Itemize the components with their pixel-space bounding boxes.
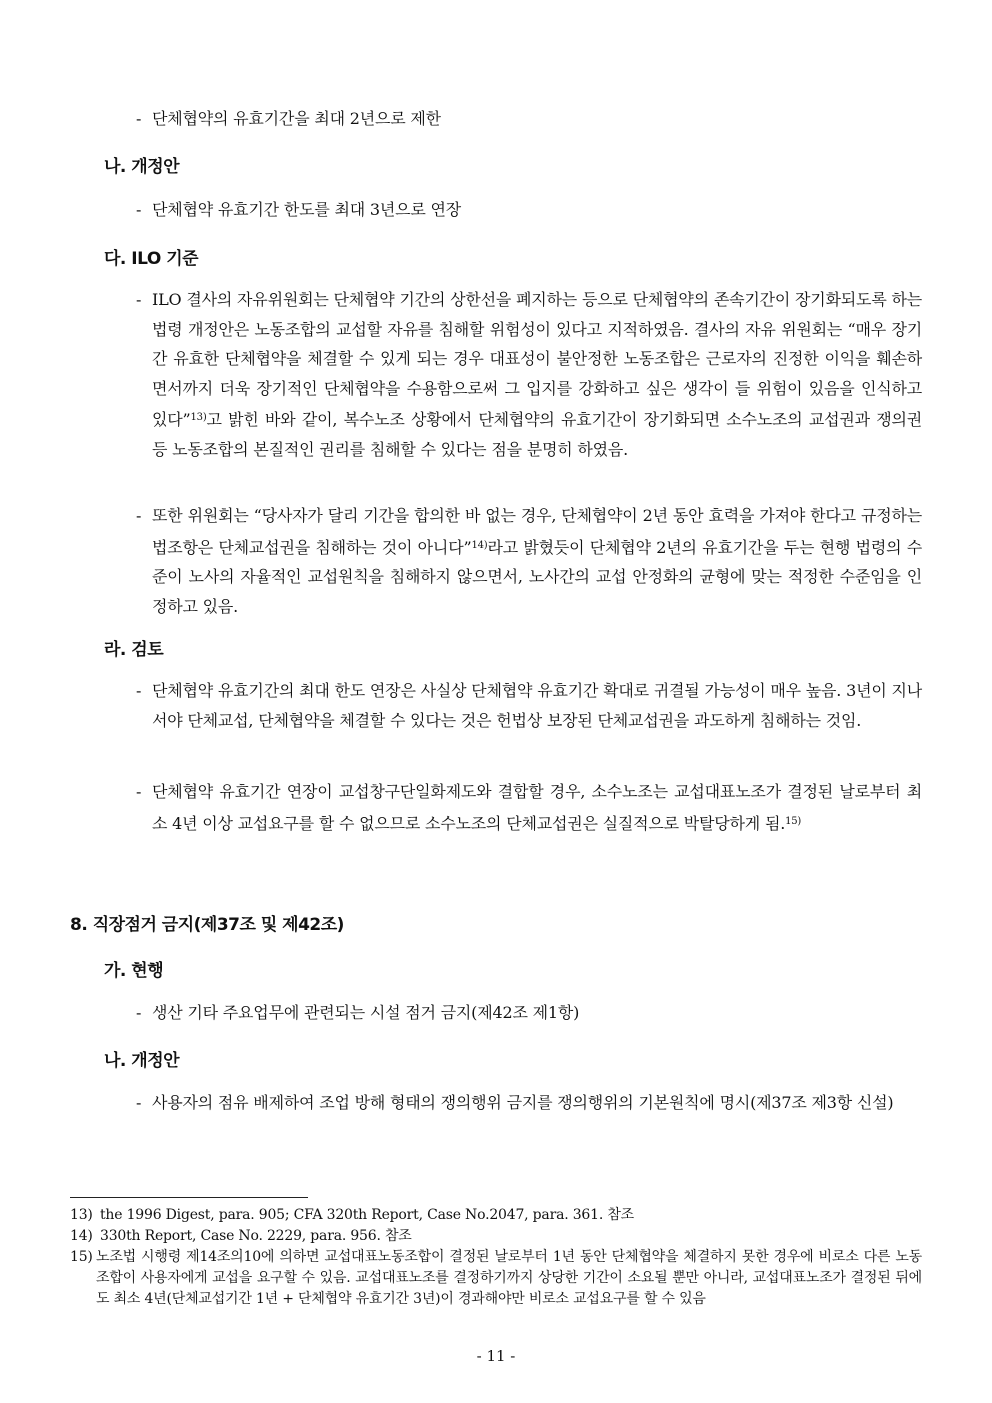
bullet-dash: -: [136, 109, 142, 128]
footnote-14: [70, 1226, 922, 1247]
footnote-ref-13[interactable]: 13): [190, 412, 207, 423]
sec8-current-item: [136, 998, 922, 1028]
heading-ilo-standard: 다. ILO 기준: [104, 249, 199, 269]
bullet-text: 생산 기타 주요업무에 관련되는 시설 점거 금지(제42조 제1항): [152, 1003, 580, 1022]
bullet-text-part: 또한 위원회는 “당사자가 달리 기간을 합의한 바 없는 경우, 단체협약이 2년 동안 효력을 가져야 한다고 규정하는 법조항은 단체교섭권을 침해하는 것이 아니다”: [152, 506, 922, 557]
bullet-dash: -: [136, 290, 142, 309]
review-item-1: [136, 676, 922, 735]
sec8-amend-item: [136, 1088, 922, 1118]
footnote-15: [70, 1247, 922, 1310]
bullet-dash: -: [136, 200, 142, 219]
heading-amendment: 나. 개정안: [104, 157, 180, 177]
bullet-text: [136, 285, 922, 464]
footnote-13: [70, 1205, 922, 1226]
footnote-ref-15[interactable]: 15): [785, 815, 802, 827]
bullet-text-part: 고 밝힌 바와 같이, 복수노조 상황에서 단체협약의 유효기간이 장기화되면 소수노조의 교섭권과 쟁의권 등 노동조합의 본질적인 권리를 침해할 수 있다는 점을 분명히 하였음.: [152, 410, 922, 459]
amendment-item: [136, 195, 922, 225]
footnote-text: 330th Report, Case No. 2229, para. 956. 참조: [100, 1228, 412, 1244]
ilo-item-1: [136, 285, 922, 464]
section-8-title: 8. 직장점거 금지(제37조 및 제42조): [70, 915, 344, 935]
review-item-2: [136, 777, 922, 838]
current-law-item: [136, 104, 922, 134]
footnote-number: 13): [70, 1207, 93, 1223]
ilo-item-2: [136, 501, 922, 621]
bullet-text: 단체협약의 유효기간을 최대 2년으로 제한: [152, 109, 441, 128]
bullet-text: [136, 501, 922, 621]
bullet-text: [136, 777, 922, 838]
bullet-dash: -: [136, 1093, 142, 1112]
bullet-text-part: 라고 밝혔듯이 단체협약 2년의 유효기간을 두는 현행 법령의 수준이 노사의 자율적인 교섭원칙을 침해하지 않으면서, 노사간의 교섭 안정화의 균형에 맞는 적정한 수준임을 인정하고 있음.: [152, 537, 923, 616]
footnote-divider: [70, 1197, 308, 1198]
bullet-dash: -: [136, 681, 142, 700]
page-number: - 11 -: [476, 1347, 516, 1365]
footnote-number: 14): [70, 1228, 93, 1244]
bullet-text-part: ILO 결사의 자유위원회는 단체협약 기간의 상한선을 폐지하는 등으로 단체협약의 존속기간이 장기화되도록 하는 법령 개정안은 노동조합의 교섭할 자유를 침해할 위험성이 있다고 지적하였음. 결사의 자유 위원회는 “매우 장기간 유효한 단체협약을 체결할 수 있게 되는 경우 대표성이 불안정한 노동조합은 근로자의 진정한 이익을 훼손하면서까지 더욱 장기적인 단체협약을 수용함으로써 그 입지를 강화하고 싶은 생각이 들 위험이 있음을 인식하고 있다”: [152, 290, 922, 429]
footnote-text: 노조법 시행령 제14조의10에 의하면 교섭대표노동조합이 결정된 날로부터 1년 동안 단체협약을 체결하지 못한 경우에 비로소 다른 노동조합이 사용자에게 교섭을 요구할 수 있음. 교섭대표노조를 결정하기까지 상당한 기간이 소요될 뿐만 아니라, 교섭대표노조가 결정된 뒤에도 최소 4년(단체교섭기간 1년 + 단체협약 유효기간 3년)이 경과해야만 비로소 교섭요구를 할 수 있음: [96, 1249, 922, 1307]
bullet-text: 사용자의 점유 배제하여 조업 방해 형태의 쟁의행위 금지를 쟁의행위의 기본원칙에 명시(제37조 제3항 신설): [152, 1093, 894, 1112]
bullet-text-part: 단체협약 유효기간 연장이 교섭창구단일화제도와 결합할 경우, 소수노조는 교섭대표노조가 결정된 날로부터 최소 4년 이상 교섭요구를 할 수 없으므로 소수노조의 단체교섭권은 실질적으로 박탈당하게 됨.: [152, 782, 922, 833]
bullet-text: 단체협약 유효기간 한도를 최대 3년으로 연장: [152, 200, 462, 219]
heading-review: 라. 검토: [104, 640, 164, 660]
footnote-number: 15): [70, 1249, 93, 1265]
footnote-ref-14[interactable]: 14): [471, 539, 488, 551]
bullet-text: 단체협약 유효기간의 최대 한도 연장은 사실상 단체협약 유효기간 확대로 귀결될 가능성이 매우 높음. 3년이 지나서야 단체교섭, 단체협약을 체결할 수 있다는 것은 헌법상 보장된 단체교섭권을 과도하게 침해하는 것임.: [152, 681, 922, 730]
bullet-dash: -: [136, 1003, 142, 1022]
heading-current-law: 가. 현행: [104, 961, 164, 981]
bullet-dash: -: [136, 782, 142, 801]
heading-amendment-8: 나. 개정안: [104, 1051, 180, 1071]
footnote-text: the 1996 Digest, para. 905; CFA 320th Report, Case No.2047, para. 361. 참조: [100, 1207, 634, 1223]
bullet-dash: -: [136, 506, 142, 525]
